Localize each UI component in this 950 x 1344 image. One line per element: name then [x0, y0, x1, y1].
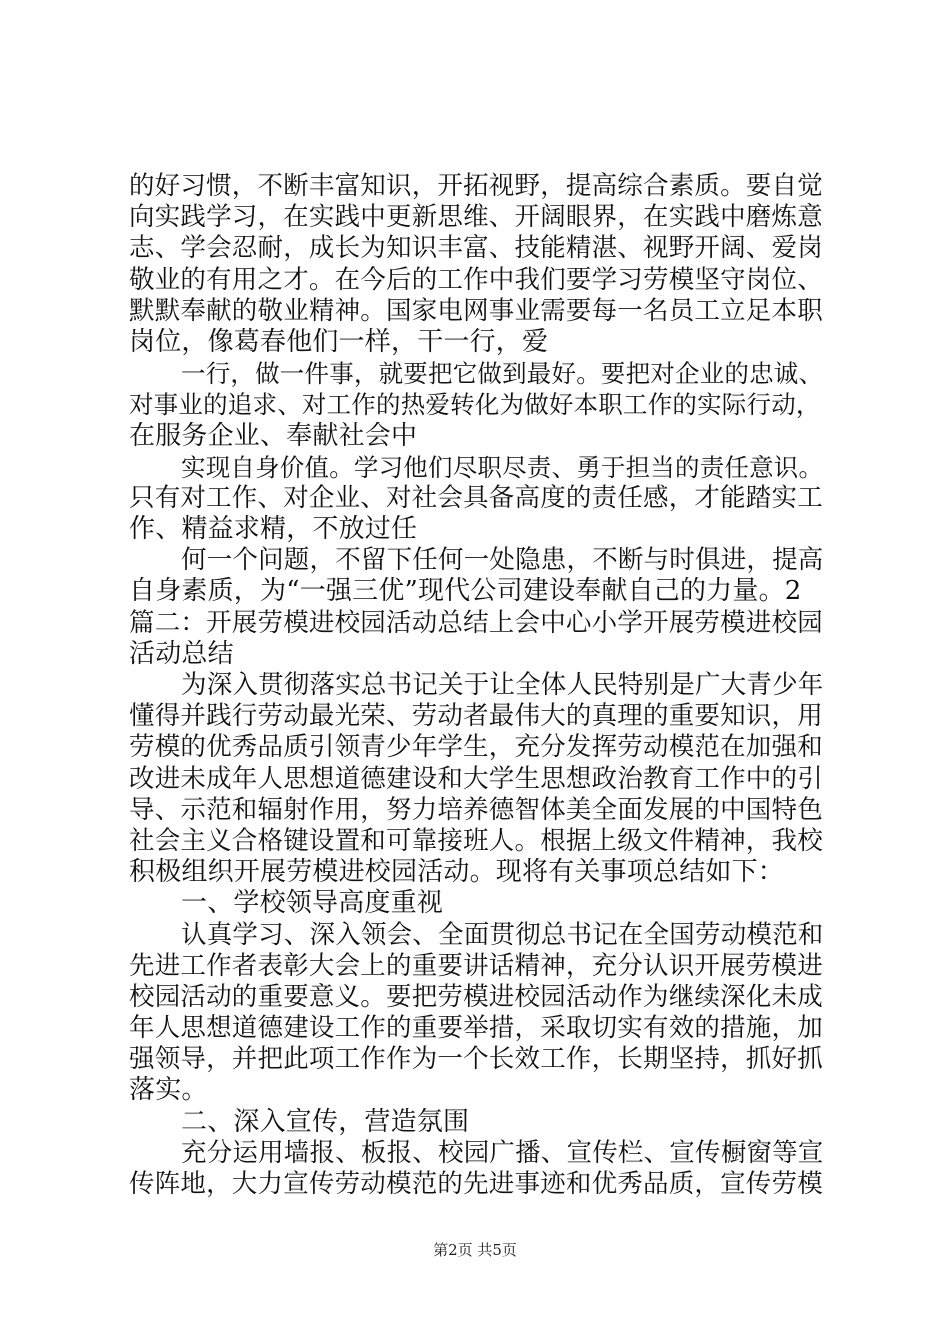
text-line: 默默奉献的敬业精神。国家电网事业需要每一名员工立足本职 — [129, 295, 823, 326]
text-line: 自身素质，为“一强三优”现代公司建设奉献自己的力量。2 — [129, 576, 802, 607]
text-line: 一、学校领导高度重视 — [181, 888, 444, 919]
page-number-label: 第2页 共5页 — [433, 1241, 517, 1259]
text-line: 的好习惯，不断丰富知识，开拓视野，提高综合素质。要自觉 — [129, 171, 823, 201]
text-line: 志、学会忍耐，成长为知识丰富、技能精湛、视野开阔、爱岗 — [129, 233, 823, 264]
document-body — [129, 171, 829, 1200]
text-line: 劳模的优秀品质引领青少年学生，充分发挥劳动模范在加强和 — [129, 732, 823, 763]
text-line: 落实。 — [129, 1075, 208, 1106]
text-line: 作、精益求精，不放过任 — [129, 514, 418, 545]
text-line: 年人思想道德建设工作的重要举措，采取切实有效的措施，加 — [129, 1013, 823, 1044]
text-line: 积极组织开展劳模进校园活动。现将有关事项总结如下： — [129, 857, 785, 888]
text-line: 改进未成年人思想道德建设和大学生思想政治教育工作中的引 — [129, 763, 823, 794]
text-line: 二、深入宣传，营造氛围 — [181, 1106, 470, 1137]
text-line: 在服务企业、奉献社会中 — [129, 420, 418, 451]
text-line: 强领导，并把此项工作作为一个长效工作，长期坚持，抓好抓 — [129, 1044, 823, 1075]
text-line: 懂得并践行劳动最光荣、劳动者最伟大的真理的重要知识，用 — [129, 701, 823, 732]
text-line: 活动总结 — [129, 638, 234, 669]
text-line: 一行，做一件事，就要把它做到最好。要把对企业的忠诚、 — [181, 359, 824, 389]
text-line: 岗位，像葛春他们一样，干一行，爱 — [129, 326, 549, 357]
text-line: 社会主义合格键设置和可靠接班人。根据上级文件精神，我校 — [129, 825, 823, 856]
text-line: 对事业的追求、对工作的热爱转化为做好本职工作的实际行动， — [129, 390, 821, 420]
text-line: 篇二：开展劳模进校园活动总结上会中心小学开展劳模进校园 — [129, 607, 823, 638]
text-line: 传阵地，大力宣传劳动模范的先进事迹和优秀品质，宣传劳模 — [129, 1169, 823, 1199]
text-line: 为深入贯彻落实总书记关于让全体人民特别是广大青少年 — [181, 670, 824, 700]
text-line: 先进工作者表彰大会上的重要讲话精神，充分认识开展劳模进 — [129, 950, 823, 981]
page-footer — [0, 1240, 950, 1260]
text-line: 导、示范和辐射作用，努力培养德智体美全面发展的中国特色 — [129, 794, 823, 825]
text-line: 向实践学习，在实践中更新思维、开阔眼界，在实践中磨炼意 — [129, 202, 823, 233]
text-line: 只有对工作、对企业、对社会具备高度的责任感，才能踏实工 — [129, 482, 823, 513]
text-line: 认真学习、深入领会、全面贯彻总书记在全国劳动模范和 — [181, 919, 824, 950]
text-line: 实现自身价值。学习他们尽职尽责、勇于担当的责任意识。 — [181, 452, 824, 482]
text-line: 敬业的有用之才。在今后的工作中我们要学习劳模坚守岗位、 — [129, 264, 823, 295]
text-line: 充分运用墙报、板报、校园广播、宣传栏、宣传橱窗等宣 — [181, 1137, 824, 1168]
text-line: 何一个问题，不留下任何一处隐患，不断与时俱进，提高 — [181, 545, 824, 576]
text-line: 校园活动的重要意义。要把劳模进校园活动作为继续深化未成 — [129, 981, 823, 1012]
